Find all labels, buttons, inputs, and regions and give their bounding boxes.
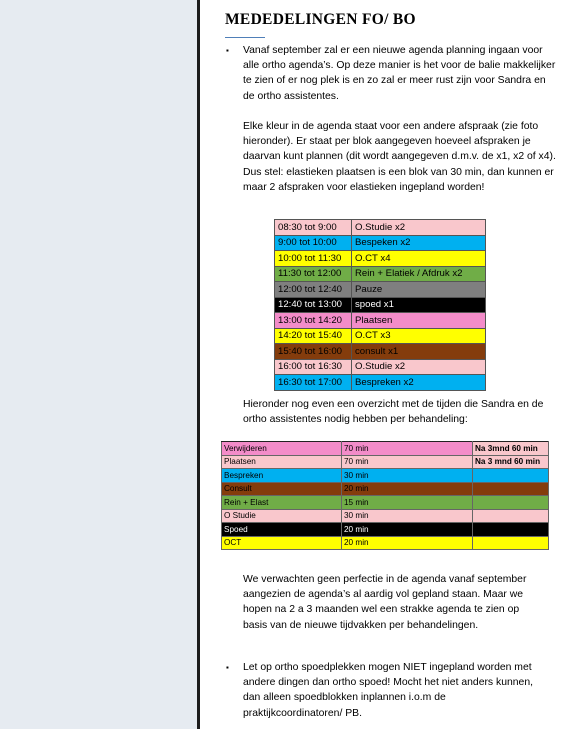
duration-time-cell: 30 min xyxy=(342,469,473,483)
schedule-time-cell: 12:40 tot 13:00 xyxy=(275,297,352,313)
duration-row xyxy=(222,496,549,510)
schedule-row xyxy=(275,359,486,375)
duration-row xyxy=(222,482,549,496)
schedule-row xyxy=(275,220,486,236)
duration-row xyxy=(222,455,549,469)
duration-treatment-cell: Plaatsen xyxy=(222,455,342,469)
duration-time-cell: 20 min xyxy=(342,536,473,550)
duration-treatment-cell: Spoed xyxy=(222,523,342,537)
spoed-paragraph: Let op ortho spoedplekken mogen NIET ingepland worden met andere dingen dan ortho spoed! Mocht het niet anders kunnen, dan alleen spoedblokken inplannen i.o.m de praktijkcoordinatoren/ PB. xyxy=(243,662,533,719)
duration-treatment-cell: Verwijderen xyxy=(222,442,342,456)
duration-treatment-cell: O Studie xyxy=(222,509,342,523)
page-title: MEDEDELINGEN FO/ BO xyxy=(225,11,416,28)
schedule-row xyxy=(275,235,486,251)
schedule-time-cell: 12:00 tot 12:40 xyxy=(275,282,352,298)
intro-paragraph: Vanaf september zal er een nieuwe agenda planning ingaan voor alle ortho agenda’s. Op deze manier is het voor de balie makkelijker te zien of er nog plek is en zo zal er meer rust zijn voor Sandra en de ortho assistentes. xyxy=(243,45,556,102)
duration-note-cell: Na 3mnd 60 min xyxy=(473,442,549,456)
duration-time-cell: 20 min xyxy=(342,523,473,537)
duration-row xyxy=(222,442,549,456)
schedule-row xyxy=(275,328,486,344)
schedule-time-cell: 14:20 tot 15:40 xyxy=(275,328,352,344)
duration-treatment-cell: Rein + Elast xyxy=(222,496,342,510)
duration-note-cell xyxy=(473,509,549,523)
sidebar-panel xyxy=(0,0,197,729)
duration-time-cell: 70 min xyxy=(342,442,473,456)
duration-note-cell xyxy=(473,536,549,550)
durations-table xyxy=(221,441,549,550)
duration-treatment-cell: Consult xyxy=(222,482,342,496)
duration-row xyxy=(222,523,549,537)
schedule-row xyxy=(275,344,486,360)
schedule-row xyxy=(275,297,486,313)
schedule-label-cell: O.CT x3 xyxy=(352,328,486,344)
schedule-time-cell: 08:30 tot 9:00 xyxy=(275,220,352,236)
schedule-time-cell: 16:00 tot 16:30 xyxy=(275,359,352,375)
duration-note-cell xyxy=(473,469,549,483)
duration-treatment-cell: OCT xyxy=(222,536,342,550)
duration-time-cell: 20 min xyxy=(342,482,473,496)
schedule-row xyxy=(275,313,486,329)
schedule-label-cell: consult x1 xyxy=(352,344,486,360)
duration-time-cell: 70 min xyxy=(342,455,473,469)
duration-row xyxy=(222,469,549,483)
schedule-time-cell: 16:30 tot 17:00 xyxy=(275,375,352,391)
schedule-label-cell: Pauze xyxy=(352,282,486,298)
expectation-paragraph: We verwachten geen perfectie in de agenda vanaf september aangezien de agenda’s al aardig vol gepland staan. Maar we hopen na 2 a 3 maanden wel een strakke agenda te zien op basis van de nieuwe tijdvakken per behandelingen. xyxy=(243,574,527,631)
schedule-label-cell: Plaatsen xyxy=(352,313,486,329)
duration-time-cell: 30 min xyxy=(342,509,473,523)
schedule-label-cell: spoed x1 xyxy=(352,297,486,313)
colors-paragraph: Elke kleur in de agenda staat voor een andere afspraak (zie foto hieronder). Er staat per blok aangegeven hoeveel afspraken je daarvan kunt plannen (dit wordt aangegeven d.m.v. de x1, x2 of x4). Dus stel: elastieken plaatsen is een blok van 30 min, dan kunnen er maar 2 afspraken voor elastieken ingepland worden! xyxy=(243,121,556,193)
title-underline xyxy=(225,37,265,38)
schedule-table xyxy=(274,219,486,391)
duration-row xyxy=(222,536,549,550)
schedule-time-cell: 11:30 tot 12:00 xyxy=(275,266,352,282)
bullet-marker: ▪ xyxy=(226,46,229,55)
overview-paragraph: Hieronder nog even een overzicht met de tijden die Sandra en de ortho assistentes nodig hebben per behandeling: xyxy=(243,399,544,426)
schedule-row xyxy=(275,282,486,298)
duration-note-cell xyxy=(473,523,549,537)
schedule-time-cell: 9:00 tot 10:00 xyxy=(275,235,352,251)
duration-note-cell xyxy=(473,482,549,496)
schedule-row xyxy=(275,375,486,391)
document-page xyxy=(200,0,566,729)
schedule-label-cell: Bespreken x2 xyxy=(352,375,486,391)
duration-row xyxy=(222,509,549,523)
schedule-time-cell: 13:00 tot 14:20 xyxy=(275,313,352,329)
duration-treatment-cell: Bespreken xyxy=(222,469,342,483)
schedule-time-cell: 10:00 tot 11:30 xyxy=(275,251,352,267)
duration-time-cell: 15 min xyxy=(342,496,473,510)
bullet-marker: ▪ xyxy=(226,663,229,672)
duration-note-cell xyxy=(473,496,549,510)
schedule-label-cell: O.Studie x2 xyxy=(352,359,486,375)
schedule-label-cell: O.Studie x2 xyxy=(352,220,486,236)
schedule-label-cell: O.CT x4 xyxy=(352,251,486,267)
schedule-row xyxy=(275,251,486,267)
schedule-label-cell: Rein + Elatiek / Afdruk x2 xyxy=(352,266,486,282)
schedule-time-cell: 15:40 tot 16:00 xyxy=(275,344,352,360)
schedule-label-cell: Bespeken x2 xyxy=(352,235,486,251)
schedule-row xyxy=(275,266,486,282)
duration-note-cell: Na 3 mnd 60 min xyxy=(473,455,549,469)
